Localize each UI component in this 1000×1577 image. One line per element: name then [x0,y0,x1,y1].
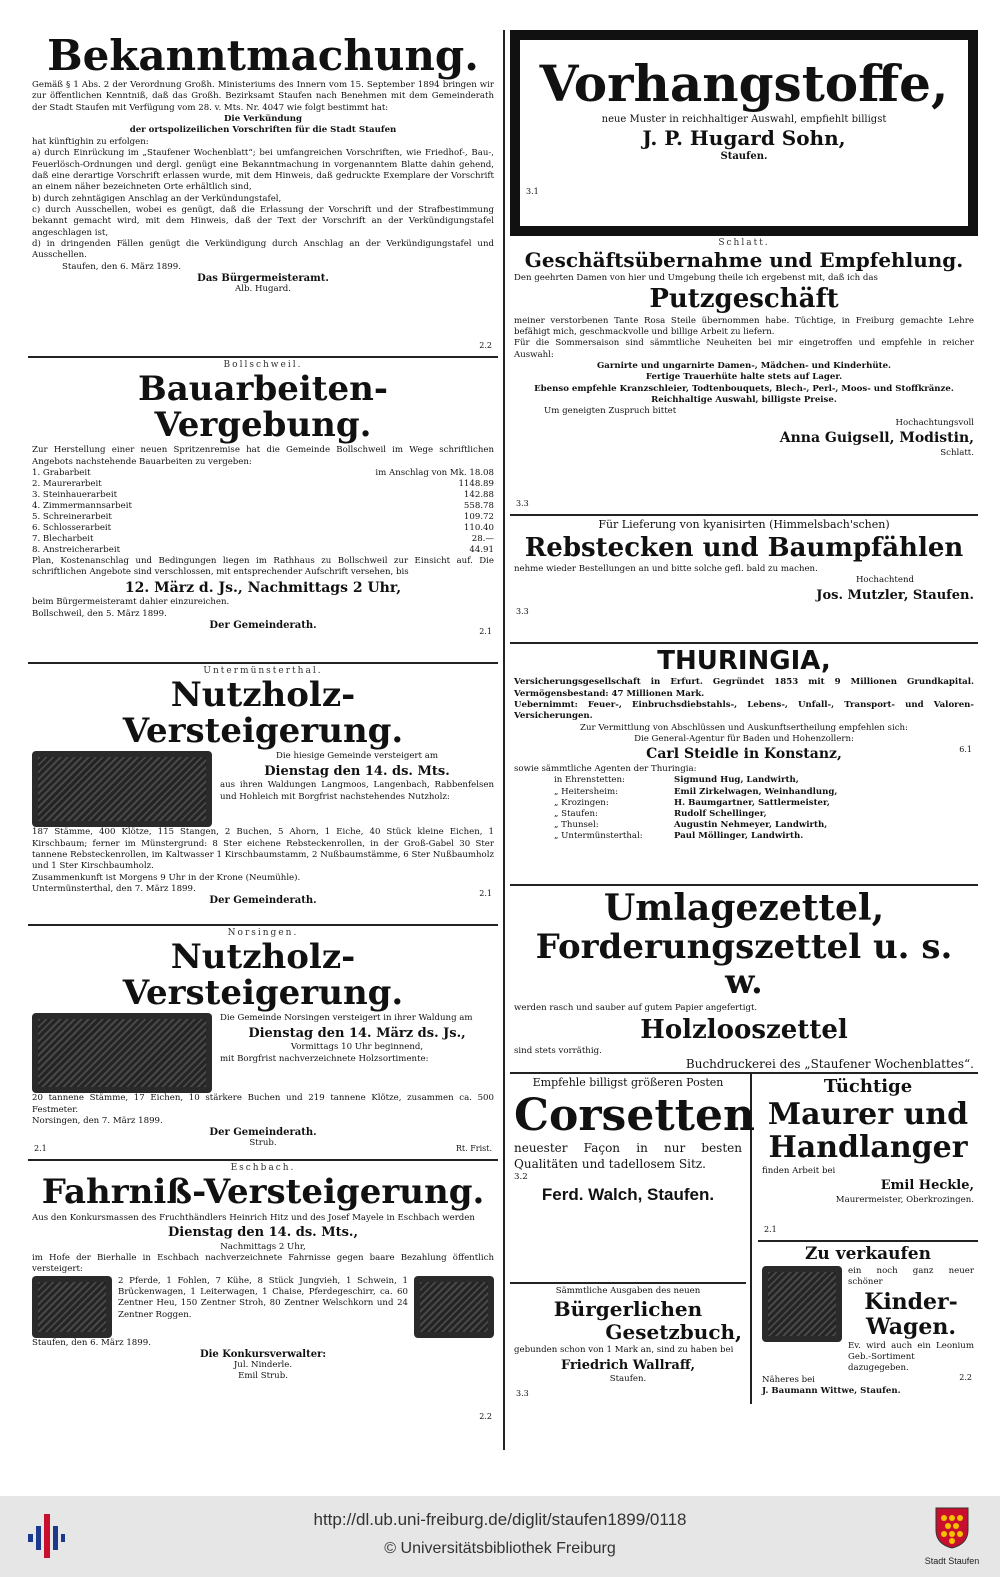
ad-body-row [762,1266,974,1375]
ad-text: aus ihren Waldungen Langmoos, Langenbach, Rabbenfelsen und Hohleich mit Borgfrist nachstehendes Nutzholz: [220,780,494,802]
agent-place: in Ehrenstetten: [554,775,625,786]
ad-text: d) in dringenden Fällen genügt die Verkündigung durch Anschlag an der Verkündigungstafel und Ausschellen. [32,238,494,261]
ad-fahrniss [28,1161,498,1427]
ad-title: Umlagezettel, [603,887,885,929]
work-item-amount: 142.88 [463,490,494,501]
ad-town: Staufen. [720,150,768,162]
ad-place: Schlatt. [718,238,770,248]
ad-ref: 3.1 [526,187,539,196]
ad-title: Zu verkaufen [805,1244,931,1264]
ad-title: Rebstecken und Baumpfählen [524,532,964,563]
ad-nutzholz-norsingen [28,926,498,1161]
ad-bekanntmachung [28,30,498,358]
agent-row [554,775,974,786]
work-item-amount: 110.40 [463,523,494,534]
work-item-name: 7. Blecharbeit [32,534,94,545]
work-item-name: 2. Maurerarbeit [32,479,102,490]
ad-title: Forderungszettel u. s. w. [535,926,953,1003]
ad-printer: Buchdruckerei des „Staufener Wochenblattes“. [685,1057,974,1072]
ad-ref: 2.2 [959,1373,972,1382]
woodcut-horse-image [32,1276,112,1338]
ad-ref: 2.1 [479,627,492,636]
ad-vorhangstoffe [510,30,978,236]
ad-name: Jos. Mutzler, Staufen. [816,587,974,603]
ad-ref: 2.2 [479,1412,492,1421]
ad-body-row [32,1013,494,1093]
ad-date: Staufen, den 6. März 1899. [32,1337,151,1348]
logo-caption: Stadt Staufen [924,1556,980,1566]
ad-text: Zusammenkunft ist Morgens 9 Uhr in der Krone (Neumühle). [32,872,301,883]
ad-text: Sämmtliche Ausgaben des neuen [555,1286,701,1296]
ad-goods: Garnirte und ungarnirte Damen-, Mädchen- und Kinderhüte. [596,361,892,372]
ad-name: Friedrich Wallraff, [560,1357,696,1373]
work-items-list [32,468,494,556]
bottom-ads-row [510,1074,978,1404]
ad-body [220,1013,494,1093]
ad-signature: Das Bürgermeisteramt. [197,272,329,284]
ad-body-row [32,1276,494,1338]
ad-signer: Jul. Ninderle. [233,1360,293,1371]
ad-title: Fahrniß-Versteigerung. [41,1172,485,1212]
ad-text: Zur Herstellung einer neuen Spritzenremise hat die Gemeinde Bollschweil im Wege schriftlichen Angebots nachstehende Bauarbeiten zu vergeben: [32,445,494,467]
agent-row [554,820,974,831]
ad-ref: 3.3 [516,499,529,508]
ad-signature: Der Gemeinderath. [209,895,317,907]
ad-text: Die General-Agentur für Baden und Hohenzollern: [634,734,854,745]
copyright: © Universitätsbibliothek Freiburg [384,1540,616,1557]
ad-ref: 2.1 [764,1225,777,1234]
ad-title: Handlanger [768,1130,968,1166]
ad-place: Bollschweil. [223,360,303,370]
ad-date: Bollschweil, den 5. März 1899. [32,608,167,619]
work-item-row [32,468,494,479]
ad-date: Untermünsterthal, den 7. März 1899. [32,884,196,895]
agent-name: H. Baumgartner, Sattlermeister, [674,797,830,808]
ad-text: meiner verstorbenen Tante Rosa Steile übernommen habe. Tüchtige, in Freiburg gemachte Lehre befähigt mich, geschmackvolle und billige Arbeit zu liefern. [514,315,974,337]
document-url[interactable]: http://dl.ub.uni-freiburg.de/diglit/staufen1899/0118 [313,1510,687,1529]
ad-ref: 2.1 [479,889,492,898]
ad-text: a) durch Einrückung im „Staufener Wochenblatt“; bei umfangreichen Vorschriften, wie Friedhof-, Bau-, Feuerlösch-Ordnungen und dergl. genügt eine Bekanntmachung in vorgenanntem Blatte dahin gehend, daß eine derartige Vorschrift erlassen wurde, mit dem Hinweis, daß gedruckte Exemplare der Vorschrift an einem näher bezeichneten Orte erhältlich sind, [32,148,494,193]
ad-text: Ev. wird auch ein Leonium Geb.-Sortiment dazugegeben. [848,1340,974,1374]
ad-title: Bauarbeiten-Vergebung. [138,369,388,445]
ad-job: Maurermeister, Oberkrozingen. [835,1194,974,1205]
ad-signature: Der Gemeinderath. [209,620,317,632]
ad-text: neuester Façon in nur besten Qualitäten und tadellosem Sitz. [514,1140,742,1171]
ad-text: finden Arbeit bei [762,1165,836,1176]
ad-goods: Fertige Trauerhüte halte stets auf Lager. [645,372,843,383]
ad-maurer [758,1074,978,1242]
work-item-amount: 28.— [471,534,494,545]
woodcut-forest-image [32,1013,212,1093]
ad-title: Wagen. [865,1313,957,1340]
ad-text: Aus den Konkursmassen des Fruchthändlers Heinrich Hitz und des Josef Mayele in Eschbach werden [32,1212,475,1223]
ad-corsetten [510,1074,755,1284]
woodcut-cow-image [414,1276,494,1338]
ad-rebstecken [510,516,978,644]
work-item-amount: 44.91 [469,545,494,556]
ad-nutzholz-untermuenstertal [28,664,498,926]
work-item-amount: 109.72 [463,512,494,523]
agent-name: Emil Zirkelwagen, Weinhandlung, [674,786,838,797]
ad-text: sowie sämmtliche Agenten der Thuringia: [514,764,697,775]
pram-image [762,1266,842,1342]
ad-signature: Die Konkursverwalter: [199,1349,327,1361]
ad-kinderwagen [758,1242,978,1404]
work-item-amount: 1148.89 [458,479,494,490]
ad-text: hat künftighin zu erfolgen: [32,136,149,147]
ad-body [220,751,494,827]
agent-row [554,787,974,798]
ad-date-line: Dienstag den 14. März ds. Js., [248,1025,466,1041]
ad-greeting: Hochachtend [855,575,914,586]
agent-name: Rudolf Schellinger, [674,808,767,819]
ad-text: Empfehle billigst größeren Posten [532,1076,724,1089]
ad-name: J. Baumann Wittwe, Staufen. [762,1386,901,1397]
work-item-row [32,479,494,490]
ad-ref: 6.1 [959,745,972,754]
agent-name: Sigmund Hug, Landwirth, [674,775,799,786]
ad-date-line: Dienstag den 14. ds. Mts., [167,1225,358,1241]
ad-title: Holzlooszettel [640,1014,848,1045]
work-item-row [32,545,494,556]
ad-heading: Die Verkündung [223,114,302,125]
ad-place: Untermünsterthal. [203,666,323,676]
ad-title: Kinder- [864,1288,958,1315]
ad-ref: 3.3 [516,607,529,616]
agent-name: Augustin Nehmeyer, Landwirth, [674,820,828,831]
ad-signature: Der Gemeinderath. [209,1127,317,1139]
agents-list [514,775,974,842]
ad-text: beim Bürgermeisteramt dahier einzureichen. [32,597,230,608]
ad-text: Für die Sommersaison sind sämmtliche Neuheiten bei mir eingetroffen und empfehle in reicher Auswahl: [514,338,974,360]
right-column [510,30,978,1404]
ad-title: Corsetten [514,1089,755,1141]
ad-goods: Ebenso empfehle Kranzschleier, Todtenbouquets, Blech-, Perl-, Moos- und Stoffkränze. [534,383,954,394]
ad-text: Versicherungsgesellschaft in Erfurt. Gegründet 1853 mit 9 Millionen Grundkapital. Vermögensbestand: 47 Millionen Mark. [514,677,974,699]
ad-text: 20 tannene Stämme, 17 Eichen, 10 stärkere Buchen und 219 tannene Klötze, zusammen ca. 500 Festmeter. [32,1093,494,1115]
ad-signer: Alb. Hugard. [235,283,291,294]
ad-firm: Ferd. Walch, Staufen. [541,1184,715,1204]
ad-place: Eschbach. [230,1163,296,1173]
work-item-amount: 558.78 [463,501,494,512]
work-item-row [32,512,494,523]
ad-text: Gemäß § 1 Abs. 2 der Verordnung Großh. Ministeriums des Innern vom 15. September 1894 bringen wir zur öffentlichen Kenntniß, daß das Großh. Bezirksamt Staufen nach Benehmen mit dem Gemeinderath der Stadt Staufen mit Verfügung vom 28. v. Mts. Nr. 4047 wie folgt bestimmt hat: [32,80,494,113]
ad-text: Für Lieferung von kyanisirten (Himmelsbach'schen) [598,518,890,531]
ad-firm: J. P. Hugard Sohn, [642,125,846,150]
ad-title: Nutzholz-Versteigerung. [122,937,404,1013]
ad-text: nehme wieder Bestellungen an und bitte solche gefl. bald zu machen. [514,563,818,574]
ad-title: Geschäftsübernahme und Empfehlung. [524,248,964,272]
left-column [28,30,498,1427]
ad-ref: 2.1 [34,1144,47,1153]
work-item-row [32,501,494,512]
ad-text: Die Gemeinde Norsingen versteigert in ihrer Waldung am [220,1013,473,1024]
ad-title: Maurer und [767,1096,969,1132]
ad-title: Bekanntmachung. [47,31,479,80]
ad-text: sind stets vorräthig. [514,1045,602,1056]
ad-ref: 2.2 [479,341,492,350]
ad-text: Uebernimmt: Feuer-, Einbruchsdiebstahls-, Lebens-, Unfall-, Transport- und Valoren-Versicherungen. [514,699,974,722]
bottom-left-stack [510,1074,755,1404]
ad-text: Vormittags 10 Uhr beginnend, [290,1042,424,1053]
ad-body-row [32,751,494,827]
work-item-name: 3. Steinhauerarbeit [32,490,118,501]
ad-text: Näheres bei [762,1374,815,1385]
ad-gesetzbuch [510,1284,746,1404]
work-item-name: 4. Zimmermannsarbeit [32,501,132,512]
ad-text: Zur Vermittlung von Abschlüssen und Auskunftsertheilung empfehlen sich: [580,722,908,733]
ad-text: mit Borgfrist nachverzeichnete Holzsortimente: [220,1053,429,1064]
ad-druckerei [510,886,978,1074]
ad-deadline: 12. März d. Js., Nachmittags 2 Uhr, [124,579,402,596]
ad-ref-note: Rt. Frist. [455,1144,492,1153]
stadt-staufen-logo [918,1506,986,1572]
ad-town: Schlatt. [940,447,974,458]
work-item-row [32,534,494,545]
ad-shop-name: Putzgeschäft [649,284,839,315]
ad-greeting: Hochachtungsvoll [895,417,974,428]
ad-text: Die hiesige Gemeinde versteigert am [276,751,438,762]
ad-text: c) durch Ausschellen, wobei es genügt, daß die Erlassung der Vorschrift und der Strafbestimmung bekannt gemacht wird, mit dem Hinweis, daß der Text der Vorschrift an der Verkündigungstafel angeschlagen ist, [32,204,494,238]
ad-text: 2 Pferde, 1 Fohlen, 7 Kühe, 8 Stück Jungvieh, 1 Schwein, 1 Brückenwagen, 1 Leiterwagen, 1 Chaise, Pferdegeschirr, ca. 60 Zentner Heu, 150 Zentner Stroh, 80 Zentner Welschkorn und 24 Zentner Roggen. [118,1275,408,1320]
ad-body [848,1266,974,1375]
work-item-amount: im Anschlag von Mk. 18.08 [375,468,494,479]
ad-text: gebunden schon von 1 Mark an, sind zu haben bei [514,1345,734,1356]
bottom-right-stack [752,1074,978,1404]
viewer-footer [0,1496,1000,1577]
agent-place: „ Krozingen: [554,797,609,808]
agent-place: „ Untermünsterthal: [554,831,643,842]
ad-heading: der ortspolizeilichen Vorschriften für die Stadt Staufen [129,125,397,136]
agent-row [554,809,974,820]
agent-name: Paul Möllinger, Landwirth. [674,831,804,842]
work-item-row [32,490,494,501]
agent-place: „ Staufen: [554,808,598,819]
work-item-name: 8. Anstreicherarbeit [32,545,121,556]
ad-text: Um geneigten Zuspruch bittet [544,406,677,417]
ad-thuringia [510,644,978,886]
ad-title: Tüchtige [823,1076,913,1097]
ad-date-line: Dienstag den 14. ds. Mts. [264,763,450,779]
agent-row [554,831,974,842]
ad-place: Norsingen. [227,928,299,938]
ad-date: Norsingen, den 7. März 1899. [32,1116,163,1127]
work-item-name: 6. Schlosserarbeit [32,523,112,534]
ad-text: ein noch ganz neuer schöner [848,1265,974,1288]
ad-bauarbeiten [28,358,498,664]
ad-text: Den geehrten Damen von hier und Umgebung theile ich ergebenst mit, daß ich das [514,273,878,283]
work-item-name: 5. Schreinerarbeit [32,512,112,523]
agent-place: „ Heitersheim: [554,786,618,797]
ad-putzgeschaeft [510,236,978,516]
ad-title: Vorhangstoffe, [539,54,949,113]
ad-title: Gesetzbuch, [605,1320,742,1345]
coat-of-arms-icon [934,1506,970,1550]
ad-text: Plan, Kostenanschlag und Bedingungen liegen im Rathhaus zu Bollschweil zur Einsicht auf. Die schriftlichen Angebote sind verschlossen, mit entsprechender Aufschrift versehen, bis [32,556,494,578]
ad-name: Anna Guigsell, Modistin, [779,430,974,447]
work-item-row [32,523,494,534]
ad-agent: Carl Steidle in Konstanz, [646,746,842,763]
ad-text: werden rasch und sauber auf gutem Papier angefertigt. [514,1003,758,1014]
work-item-name: 1. Grabarbeit [32,468,91,479]
ad-signer: Emil Strub. [238,1371,288,1382]
ad-title: Bürgerlichen [553,1297,703,1322]
ad-date: Staufen, den 6. März 1899. [62,261,181,272]
ad-ref: 3.2 [514,1172,528,1183]
ad-text: b) durch zehntägigen Anschlag an der Verkündungstafel, [32,193,282,204]
ad-text: Nachmittags 2 Uhr, [220,1241,306,1252]
column-divider [503,30,505,1450]
ad-text: neue Muster in reichhaltiger Auswahl, empfiehlt billigst [601,113,887,125]
ad-title: Nutzholz-Versteigerung. [122,675,404,751]
agent-row [554,798,974,809]
ad-goods: Reichhaltige Auswahl, billigste Preise. [651,395,837,406]
ad-name: Emil Heckle, [880,1178,974,1194]
ad-text: 187 Stämme, 400 Klötze, 115 Stangen, 2 Buchen, 5 Ahorn, 1 Eiche, 40 Stück kleine Eichen, 1 Kirschbaum; ferner im Münstergrund: 8 Ster eichene Rebsteckenrollen, in der Groß-Gabel 30 Ster tannene Rebsteckenrollen, im Kaltwasser 1 Kirschbaumstamm, 2 Nußbaumstämme, 6 Ster Nußbaumholz und 1 Ster Kirschbaumholz. [32,827,494,872]
ad-title: THURINGIA, [657,646,831,676]
ad-ref: 3.3 [516,1389,529,1398]
ad-town: Staufen. [609,1374,647,1385]
ad-text: im Hofe der Bierhalle in Eschbach nachverzeichnete Fahrnisse gegen baare Bezahlung öffentlich versteigert: [32,1253,494,1275]
ad-signer: Strub. [249,1138,277,1149]
agent-place: „ Thunsel: [554,820,599,831]
woodcut-logging-image [32,751,212,827]
